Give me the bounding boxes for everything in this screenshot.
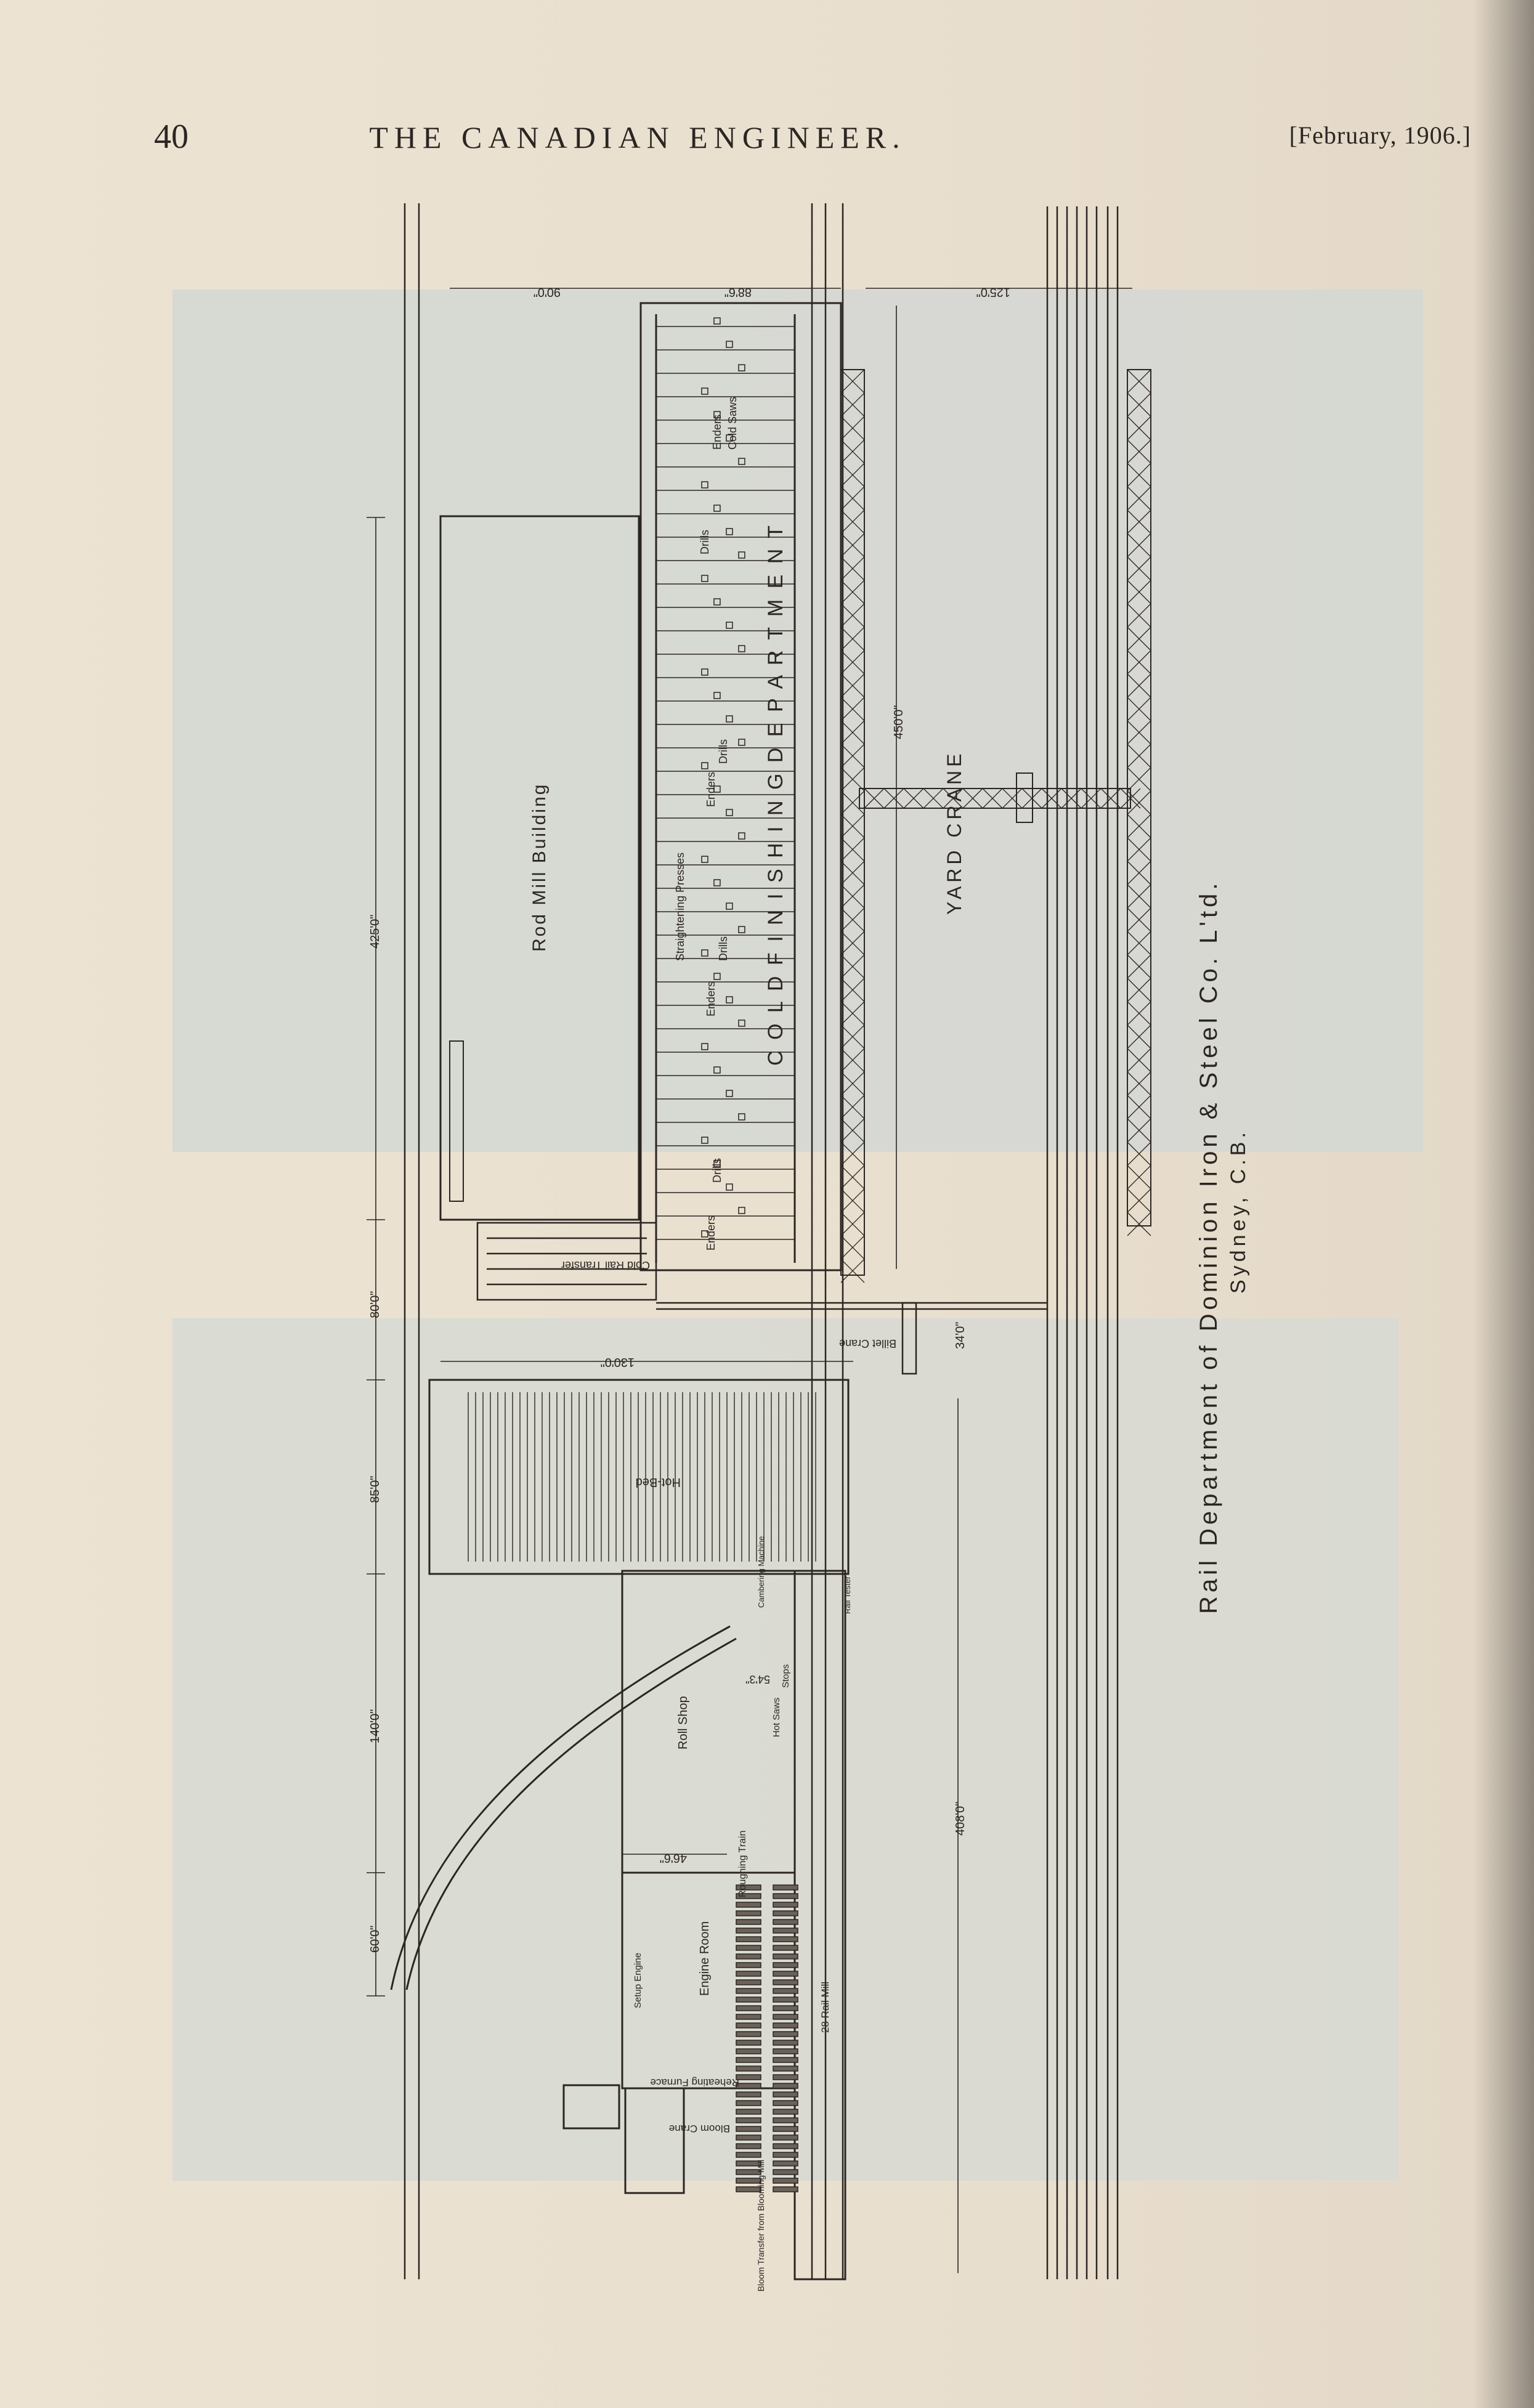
roller (736, 2040, 761, 2045)
rod-mill-building-label: Rod Mill Building (529, 782, 550, 952)
roller (773, 2075, 798, 2080)
hot-saws-label: Hot Saws (771, 1697, 782, 1737)
roller (773, 2014, 798, 2019)
drills-label-1: Drills (717, 936, 729, 961)
roller (773, 1928, 798, 1933)
roller (736, 2066, 761, 2071)
roller (773, 1937, 798, 1942)
roller (736, 2032, 761, 2037)
dim-34: 34'0" (954, 1321, 967, 1349)
roll-shop-label: Roll Shop (676, 1696, 690, 1749)
roller (773, 2109, 798, 2114)
roller (736, 2006, 761, 2011)
roller (773, 2006, 798, 2011)
enders-label-1: Enders (705, 981, 717, 1016)
roller (773, 2083, 798, 2088)
roller (736, 1997, 761, 2002)
roller (736, 2144, 761, 2149)
dim-130: 130'0" (600, 1355, 635, 1369)
roller (736, 2049, 761, 2054)
roller (736, 2118, 761, 2123)
hot-bed-label: Hot-Bed (635, 1475, 681, 1489)
roller (773, 2057, 798, 2062)
roller (736, 1945, 761, 1950)
roller (773, 2092, 798, 2097)
roller (773, 2161, 798, 2166)
machine-mark (726, 1184, 733, 1190)
roller (773, 1980, 798, 1985)
roller (736, 2152, 761, 2157)
setup-engine-label: Setup Engine (633, 1952, 643, 2008)
roller (773, 1988, 798, 1993)
roller (773, 2144, 798, 2149)
roller (736, 2083, 761, 2088)
roller (736, 1902, 761, 1907)
roller (736, 1988, 761, 1993)
roller (736, 2126, 761, 2131)
roller (773, 1920, 798, 1924)
roller (736, 2057, 761, 2062)
roller (736, 2135, 761, 2140)
dim-60: 60'0" (368, 1925, 382, 1953)
issue-date: [February, 1906.] (1289, 121, 1471, 149)
roller (773, 2178, 798, 2183)
page-number: 40 (154, 118, 189, 156)
enders-label-2: Enders (705, 771, 717, 807)
drills-label-3: Drills (699, 530, 711, 554)
dim-85: 85'0" (368, 1475, 382, 1503)
roller (773, 1963, 798, 1968)
roller (736, 1963, 761, 1968)
roller (736, 2023, 761, 2028)
cold-rail-transfer-label: Cold Rail Transfer (561, 1259, 650, 1271)
cold-finishing-label: C O L D F I N I S H I N G D E P A R T M E N T (764, 523, 787, 1066)
roller (736, 1980, 761, 1985)
roller (773, 2135, 798, 2140)
dim-140: 140'0" (368, 1709, 382, 1743)
rail-mill-label: 28 Rail Mill (819, 1981, 831, 2033)
roller (773, 2152, 798, 2157)
roller (736, 1971, 761, 1976)
roller (773, 2049, 798, 2054)
roller (736, 2014, 761, 2019)
roller (773, 2066, 798, 2071)
yard-crane-label: YARD CRANE (943, 750, 965, 915)
enders-label-4: Enders (711, 414, 723, 450)
dim-46: 46'6" (659, 1851, 687, 1865)
roller (773, 1945, 798, 1950)
roller (736, 1911, 761, 1916)
roller (773, 1885, 798, 1890)
roller (773, 1902, 798, 1907)
roller (736, 2101, 761, 2106)
caption-line-1: Rail Department of Dominion Iron & Steel Co. L'td. (1195, 879, 1222, 1614)
drills-label-4: Drills (711, 1158, 723, 1183)
roller (773, 1954, 798, 1959)
straightening-presses-label: Straightening Presses (674, 852, 686, 961)
roller (773, 2101, 798, 2106)
roller (773, 2126, 798, 2131)
rail-tester-label: Rail Tester (843, 1576, 852, 1614)
roller (773, 2118, 798, 2123)
dim-425: 425'0" (368, 914, 382, 949)
dim-408: 408'0" (954, 1801, 967, 1836)
dim-88: 88'6" (724, 285, 752, 299)
roller (736, 1928, 761, 1933)
dim-90: 90'0" (533, 285, 561, 299)
roller (773, 1971, 798, 1976)
roller (773, 2023, 798, 2028)
roller (773, 1894, 798, 1899)
roller (736, 2109, 761, 2114)
roller (736, 1937, 761, 1942)
cold-saws-label: Cold Saws (726, 396, 739, 450)
roller (736, 1954, 761, 1959)
reheating-furnace-label: Reheating Furnace (650, 2077, 739, 2088)
cambering-machine-label: Cambering Machine (757, 1536, 766, 1608)
bloom-transfer-label: Bloom Transfer from Blooming Mill (756, 2160, 766, 2292)
bloom-crane-label: Bloom Crane (668, 2123, 730, 2134)
journal-title: THE CANADIAN ENGINEER. (369, 120, 906, 155)
stops-label: Stops (781, 1664, 791, 1688)
roller (736, 2092, 761, 2097)
dim-80: 80'0" (368, 1291, 382, 1318)
roller (773, 1911, 798, 1916)
dim-125: 125'0" (976, 285, 1010, 299)
roller (773, 2187, 798, 2192)
enders-label-3: Enders (705, 1215, 717, 1251)
roller (773, 2040, 798, 2045)
roller (773, 2032, 798, 2037)
engine-room-label: Engine Room (698, 1921, 712, 1996)
roughing-train-label: Roughing Train (737, 1830, 748, 1897)
dim-450: 450'0" (892, 705, 906, 739)
roller (736, 2075, 761, 2080)
caption-line-2: Sydney, C.B. (1227, 1129, 1250, 1294)
billet-crane-label: Billet Crane (838, 1337, 896, 1350)
drills-label-2: Drills (717, 739, 729, 764)
roller (773, 1997, 798, 2002)
dim-54: 54'3" (745, 1673, 770, 1685)
roller (773, 2170, 798, 2175)
machine-mark (739, 1207, 745, 1214)
roller (736, 1920, 761, 1924)
